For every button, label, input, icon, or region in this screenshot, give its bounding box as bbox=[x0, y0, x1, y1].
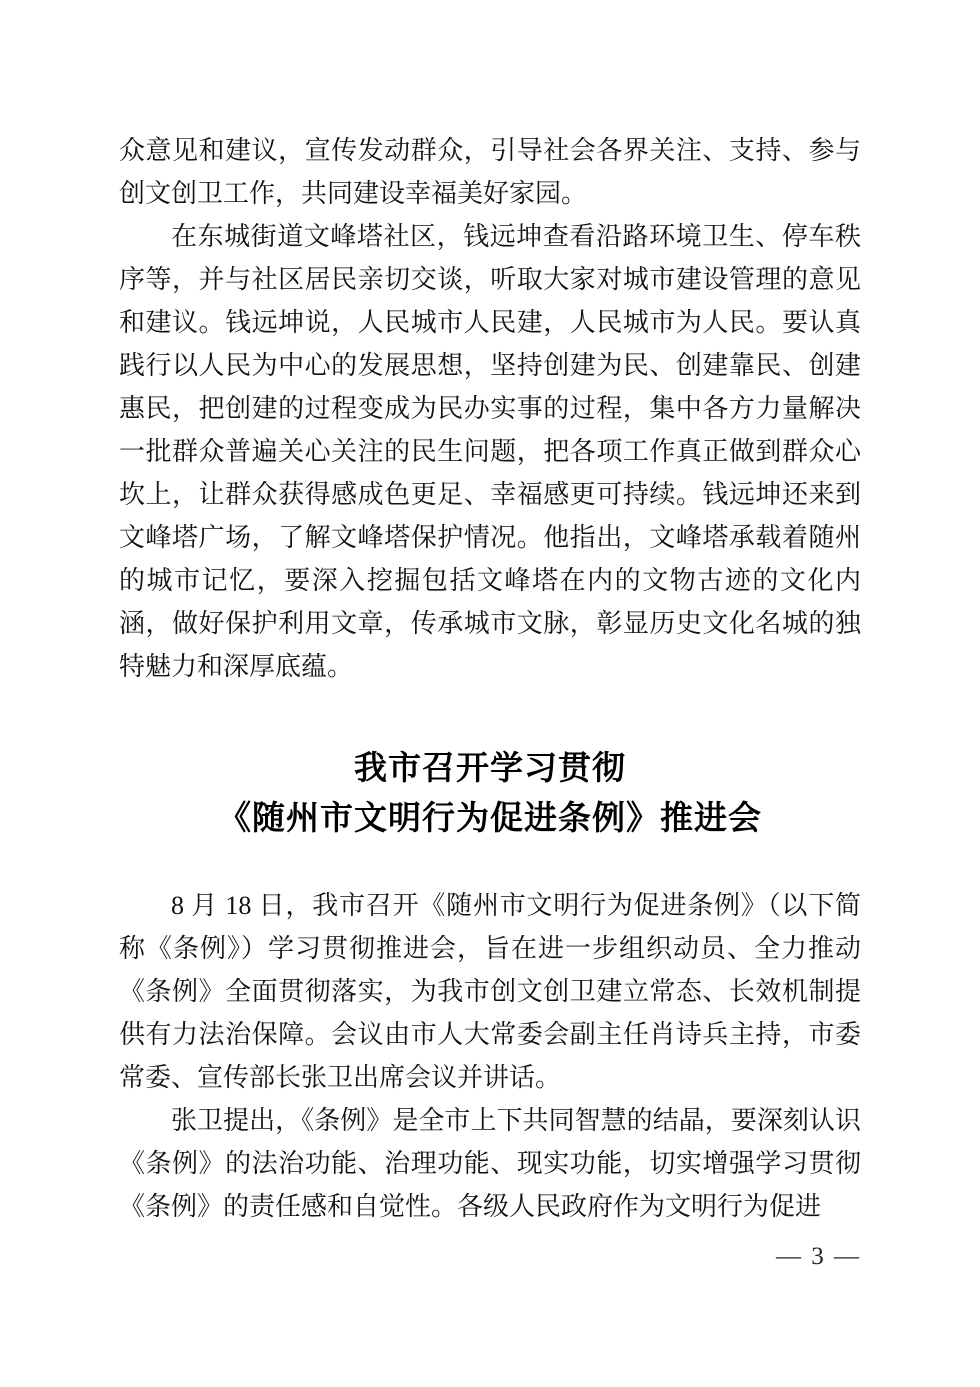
section-title bbox=[119, 744, 861, 844]
section-title-line-1: 我市召开学习贯彻 bbox=[354, 751, 626, 787]
document-body bbox=[119, 129, 861, 1228]
paragraph-continuation: 众意见和建议，宣传发动群众，引导社会各界关注、支持、参与创文创卫工作，共同建设幸福美好家园。 bbox=[119, 136, 861, 208]
page-number: — 3 — bbox=[776, 1243, 861, 1270]
paragraph: 8 月 18 日，我市召开《随州市文明行为促进条例》（以下简称《条例》）学习贯彻推进会，旨在进一步组织动员、全力推动《条例》全面贯彻落实，为我市创文创卫建立常态、长效机制提供有力法治保障。会议由市人大常委会副主任肖诗兵主持，市委常委、宣传部长张卫出席会议并讲话。 bbox=[119, 891, 861, 1092]
paragraph: 张卫提出，《条例》是全市上下共同智慧的结晶，要深刻认识《条例》的法治功能、治理功能、现实功能，切实增强学习贯彻《条例》的责任感和自觉性。各级人民政府作为文明行为促进 bbox=[119, 1106, 861, 1221]
paragraph: 在东城街道文峰塔社区，钱远坤查看沿路环境卫生、停车秩序等，并与社区居民亲切交谈，听取大家对城市建设管理的意见和建议。钱远坤说，人民城市人民建，人民城市为人民。要认真践行以人民为中心的发展思想，坚持创建为民、创建靠民、创建惠民，把创建的过程变成为民办实事的过程，集中各方力量解决一批群众普遍关心关注的民生问题，把各项工作真正做到群众心坎上，让群众获得感成色更足、幸福感更可持续。钱远坤还来到文峰塔广场，了解文峰塔保护情况。他指出，文峰塔承载着随州的城市记忆，要深入挖掘包括文峰塔在内的文物古迹的文化内涵，做好保护利用文章，传承城市文脉，彰显历史文化名城的独特魅力和深厚底蕴。 bbox=[119, 222, 861, 681]
section-title-line-2: 《随州市文明行为促进条例》推进会 bbox=[218, 801, 762, 837]
